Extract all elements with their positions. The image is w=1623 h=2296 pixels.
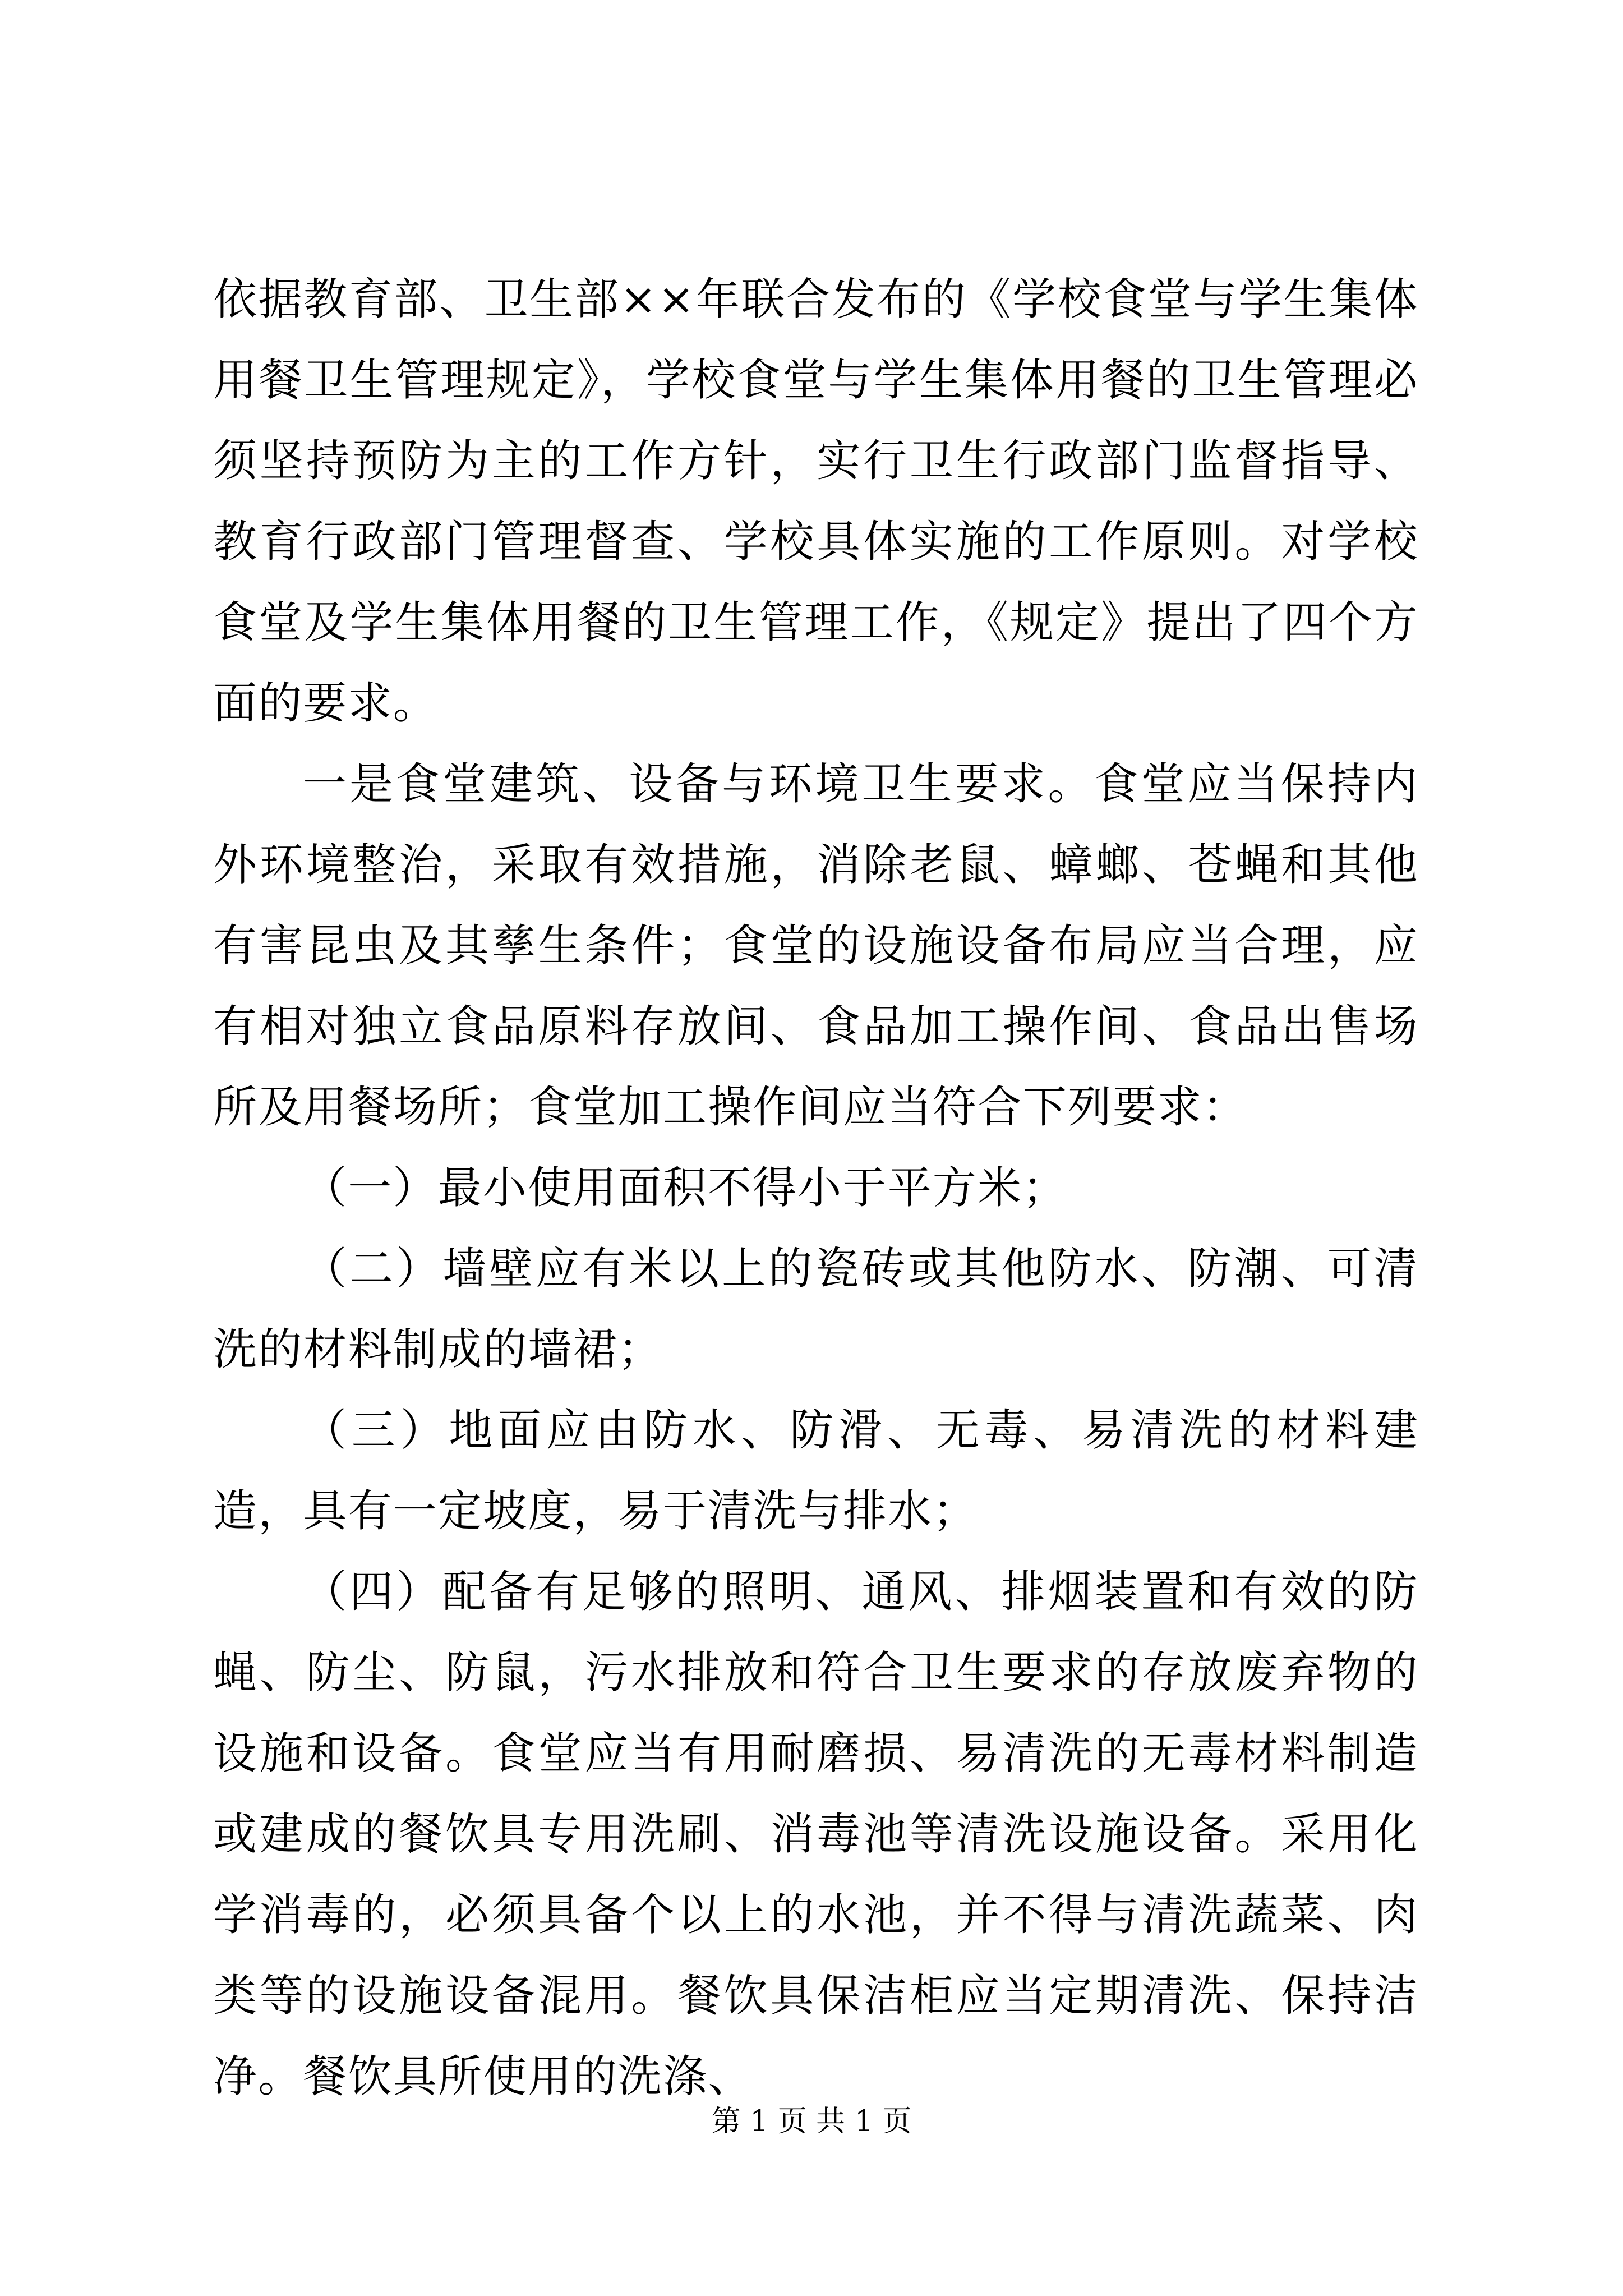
paragraph-requirement-one: 一是食堂建筑、设备与环境卫生要求。食堂应当保持内外环境整治，采取有效措施，消除老鼠、蟑螂、苍蝇和其他有害昆虫及其孳生条件；食堂的设施设备布局应当合理，应有相对独立食品原料存放间、食品加工操作间、食品出售场所及用餐场所；食堂加工操作间应当符合下列要求： — [213, 759, 1419, 1133]
paragraph-intro: 依据教育部、卫生部××年联合发布的《学校食堂与学生集体用餐卫生管理规定》，学校食堂与学生集体用餐的卫生管理必须坚持预防为主的工作方针，实行卫生行政部门监督指导、教育行政部门管理督查、学校具体实施的工作原则。对学校食堂及学生集体用餐的卫生管理工作，《规定》提出了四个方面的要求。 — [213, 274, 1419, 729]
list-item-three: （三）地面应由防水、防滑、无毒、易清洗的材料建造，具有一定坡度，易于清洗与排水； — [213, 1405, 1419, 1536]
list-item-one: （一）最小使用面积不得小于平方米； — [303, 1163, 1068, 1213]
list-item-two: （二）墙壁应有米以上的瓷砖或其他防水、防潮、可清洗的材料制成的墙裙； — [213, 1244, 1419, 1375]
list-item-four: （四）配备有足够的照明、通风、排烟装置和有效的防蝇、防尘、防鼠，污水排放和符合卫生要求的存放废弃物的设施和设备。食堂应当有用耐磨损、易清洗的无毒材料制造或建成的餐饮具专用洗刷、消毒池等清洗设施设备。采用化学消毒的，必须具备个以上的水池，并不得与清洗蔬菜、肉类等的设施设备混用。餐饮具保洁柜应当定期清洗、保持洁净。餐饮具所使用的洗涤、 — [213, 1567, 1419, 2102]
page-footer: 第 1 页 共 1 页 — [711, 2105, 912, 2138]
document-body — [213, 259, 1419, 2117]
